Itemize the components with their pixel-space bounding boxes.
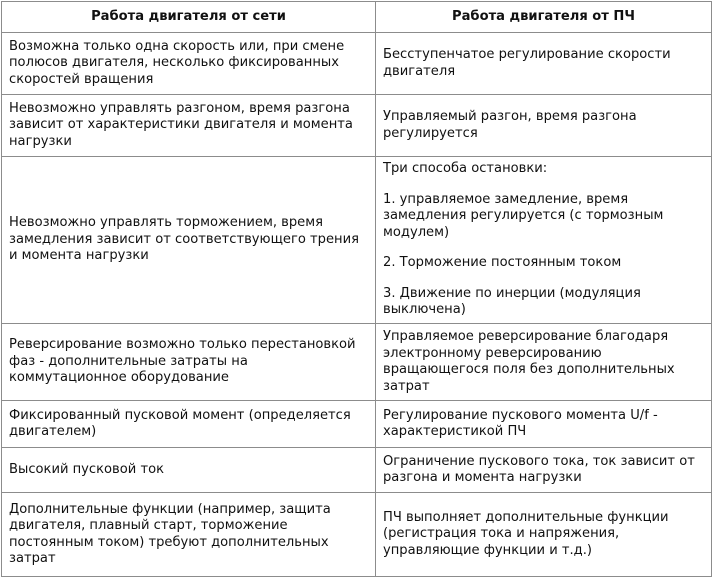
cell-vfd-speed xyxy=(376,33,712,95)
table-row xyxy=(2,448,712,493)
cell-vfd-reversing xyxy=(376,324,712,401)
cell-grid-braking: Невозможно управлять торможением, время замедления зависит от соответствующего трения и момента нагрузки xyxy=(2,157,376,324)
stop-method-2: 2. Торможение постоянным током xyxy=(383,255,622,271)
table-row xyxy=(2,157,712,324)
cell-grid-speed: Возможна только одна скорость или, при смене полюсов двигателя, несколько фиксированных скоростей вращения xyxy=(2,33,376,95)
cell-vfd-extra-functions xyxy=(376,493,712,577)
header-vfd-operation: Работа двигателя от ПЧ xyxy=(376,2,712,33)
cell-text: Бесступенчатое регулирование скорости двигателя xyxy=(383,47,671,79)
cell-text: ПЧ выполняет дополнительные функции (регистрация тока и напряжения, управляющие функции и т.д.) xyxy=(383,509,669,558)
stop-methods-title: Три способа остановки: xyxy=(383,161,548,177)
cell-grid-reversing: Реверсирование возможно только перестановкой фаз - дополнительные затраты на коммутационное оборудование xyxy=(2,324,376,401)
table-row xyxy=(2,95,712,157)
cell-grid-acceleration: Невозможно управлять разгоном, время разгона зависит от характеристики двигателя и момента нагрузки xyxy=(2,95,376,157)
cell-text: Управляемое реверсирование благодаря электронному реверсированию вращающегося поля без дополнительных затрат xyxy=(383,329,675,394)
cell-vfd-starting-torque xyxy=(376,401,712,448)
table-row xyxy=(2,33,712,95)
table-row xyxy=(2,493,712,577)
cell-vfd-starting-current xyxy=(376,448,712,493)
stop-method-1: 1. управляемое замедление, время замедления регулируется (с тормозным модулем) xyxy=(383,191,664,240)
cell-text: Ограничение пускового тока, ток зависит от разгона и момента нагрузки xyxy=(383,453,695,485)
cell-vfd-braking xyxy=(376,157,712,324)
cell-grid-starting-current: Высокий пусковой ток xyxy=(2,448,376,493)
table-row xyxy=(2,401,712,448)
cell-vfd-acceleration xyxy=(376,95,712,157)
cell-text: Управляемый разгон, время разгона регулируется xyxy=(383,109,637,141)
table-header-row xyxy=(2,2,712,33)
cell-grid-extra-functions: Дополнительные функции (например, защита двигателя, плавный старт, торможение постоянным током) требуют дополнительных затрат xyxy=(2,493,376,577)
table-row xyxy=(2,324,712,401)
comparison-table xyxy=(1,1,712,577)
cell-text: Регулирование пускового момента U/f - характеристикой ПЧ xyxy=(383,407,658,439)
stop-method-3: 3. Движение по инерции (модуляция выключена) xyxy=(383,285,641,318)
cell-grid-starting-torque: Фиксированный пусковой момент (определяется двигателем) xyxy=(2,401,376,448)
header-grid-operation: Работа двигателя от сети xyxy=(2,2,376,33)
